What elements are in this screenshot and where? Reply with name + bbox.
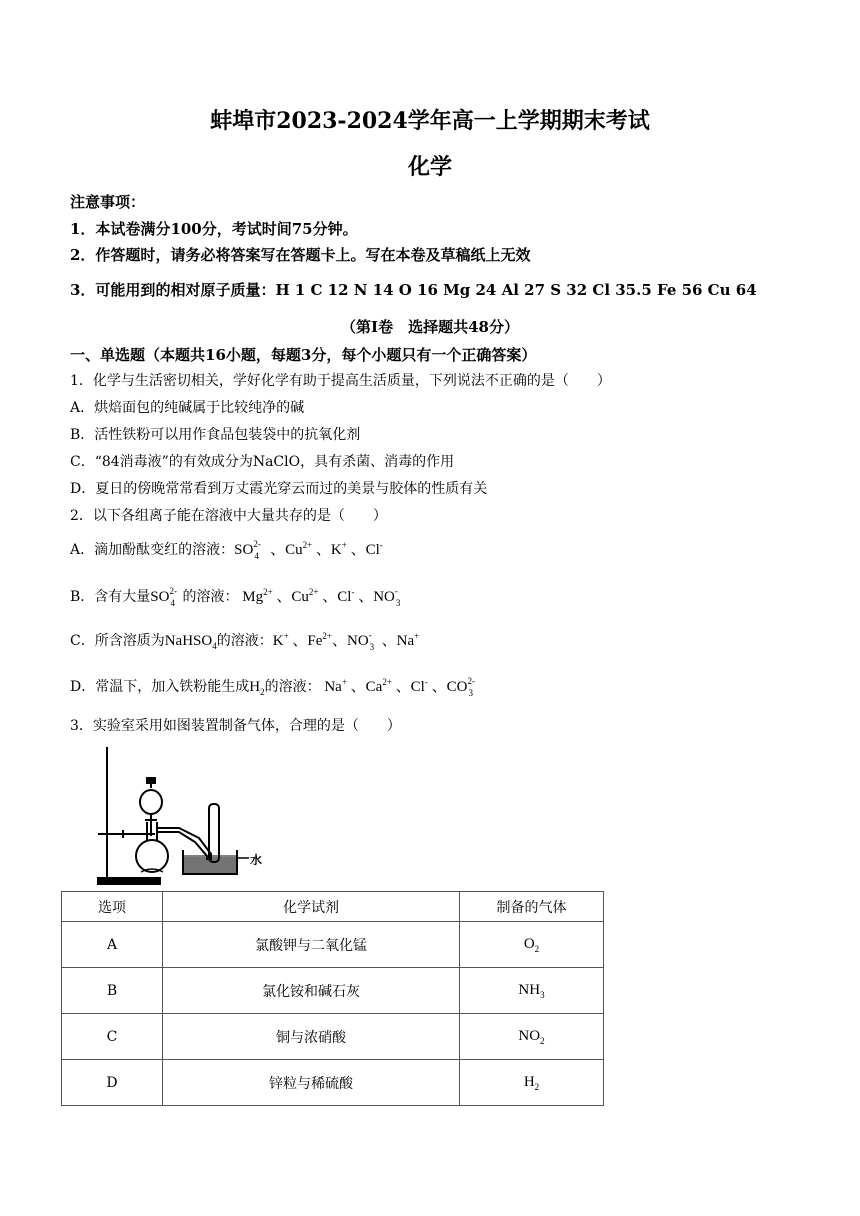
header-gas: 制备的气体 xyxy=(460,892,604,922)
q3-options-table xyxy=(61,891,604,1106)
table-row xyxy=(62,968,604,1014)
row-option: C xyxy=(62,1014,163,1060)
row-gas xyxy=(460,922,604,968)
header-option: 选项 xyxy=(62,892,163,922)
gas-formula: H xyxy=(523,1074,535,1090)
q2-option-b-sulfate: SO 2- 4 xyxy=(150,585,177,608)
section-heading: 一、单选题（本题共16小题，每题3分，每个小题只有一个正确答案） xyxy=(70,346,537,364)
row-reagent: 锌粒与稀硫酸 xyxy=(163,1060,460,1106)
q2-option-c-solute: NaHSO$_4$ xyxy=(164,633,217,651)
row-option: D xyxy=(62,1060,163,1106)
gas-formula: NO xyxy=(518,1028,541,1044)
row-gas xyxy=(460,1060,604,1106)
header-reagent: 化学试剂 xyxy=(163,892,460,922)
note-1: 1．本试卷满分100分，考试时间75分钟。 xyxy=(70,220,358,238)
q2-option-b-ions: $Mg^{2+}$ 、$Cu^{2+}$ 、Cl- 、NO - 3 xyxy=(238,585,401,608)
apparatus-figure xyxy=(95,742,275,887)
q2-option-a xyxy=(70,538,383,561)
q2-option-c-prefix: C．所含溶质为 xyxy=(70,633,165,649)
gas-subscript: 3 xyxy=(540,990,545,1000)
q2-option-d-gas: $H_2$ xyxy=(249,679,265,697)
table-row xyxy=(62,1060,604,1106)
q1-option-b: B．活性铁粉可以用作食品包装袋中的抗氧化剂 xyxy=(70,427,361,443)
q3-stem: 3．实验室采用如图装置制备气体，合理的是（ ） xyxy=(70,718,401,734)
gas-subscript: 2 xyxy=(534,1082,540,1092)
gas-formula: O xyxy=(523,936,535,952)
q2-stem: 2．以下各组离子能在溶液中大量共存的是（ ） xyxy=(70,508,387,524)
gas-formula: NH xyxy=(518,982,541,998)
q1-option-a: A．烘焙面包的纯碱属于比较纯净的碱 xyxy=(70,400,305,416)
subject-title: 化学 xyxy=(407,154,452,180)
section-part: （第I卷 选择题共48分） xyxy=(341,318,519,336)
q2-option-b-prefix: B．含有大量 xyxy=(70,589,151,605)
gas-subscript: 2 xyxy=(534,944,540,954)
q2-option-d xyxy=(70,675,480,698)
note-3: 3．可能用到的相对原子质量：H 1 C 12 N 14 O 16 Mg 24 Al 27 S 32 Cl 35.5 Fe 56 Cu 64 xyxy=(70,281,757,299)
q2-option-b xyxy=(70,585,408,608)
q2-option-b-mid: 的溶液： xyxy=(182,589,239,605)
q2-option-d-mid: 的溶液： xyxy=(264,679,321,695)
row-gas xyxy=(460,1014,604,1060)
separating-funnel xyxy=(140,790,162,814)
row-option: B xyxy=(62,968,163,1014)
note-2: 2．作答题时，请务必将答案写在答题卡上。写在本卷及草稿纸上无效 xyxy=(70,246,531,264)
table-row xyxy=(62,1014,604,1060)
table-header-row xyxy=(62,892,604,922)
exam-title: 蚌埠市2023-2024学年高一上学期期末考试 xyxy=(210,108,650,134)
row-reagent: 铜与浓硝酸 xyxy=(163,1014,460,1060)
row-reagent: 氯酸钾与二氧化锰 xyxy=(163,922,460,968)
stand-base xyxy=(98,878,160,884)
row-gas xyxy=(460,968,604,1014)
q2-option-a-prefix: A．滴加酚酞变红的溶液： xyxy=(70,542,235,558)
q1-option-d: D．夏日的傍晚常常看到万丈霞光穿云而过的美景与胶体的性质有关 xyxy=(70,481,488,497)
q1-stem: 1．化学与生活密切相关，学好化学有助于提高生活质量，下列说法不正确的是（ ） xyxy=(70,373,611,389)
q2-option-c-mid: 的溶液： xyxy=(216,633,273,649)
row-reagent: 氯化铵和碱石灰 xyxy=(163,968,460,1014)
figure-water-label: 水 xyxy=(250,853,263,867)
notes-heading: 注意事项： xyxy=(70,193,146,211)
water xyxy=(184,857,236,873)
row-option: A xyxy=(62,922,163,968)
q2-option-a-ions: SO 2- 4 、$Cu^{2+}$ 、K+ 、Cl- xyxy=(234,538,383,561)
round-flask xyxy=(136,840,168,872)
q2-option-d-prefix: D．常温下，加入铁粉能生成 xyxy=(70,679,250,695)
q2-option-d-ions: Na+ 、$Ca^{2+}$ 、Cl- 、CO 2- 3 xyxy=(320,675,475,698)
table-row xyxy=(62,922,604,968)
q2-option-c-ions: K+ 、$Fe^{2+}$、NO - 3 、Na+ xyxy=(272,629,420,652)
q2-option-c xyxy=(70,629,419,652)
gas-subscript: 2 xyxy=(540,1036,545,1046)
q1-option-c: C．“84消毒液”的有效成分为NaClO，具有杀菌、消毒的作用 xyxy=(70,454,455,470)
